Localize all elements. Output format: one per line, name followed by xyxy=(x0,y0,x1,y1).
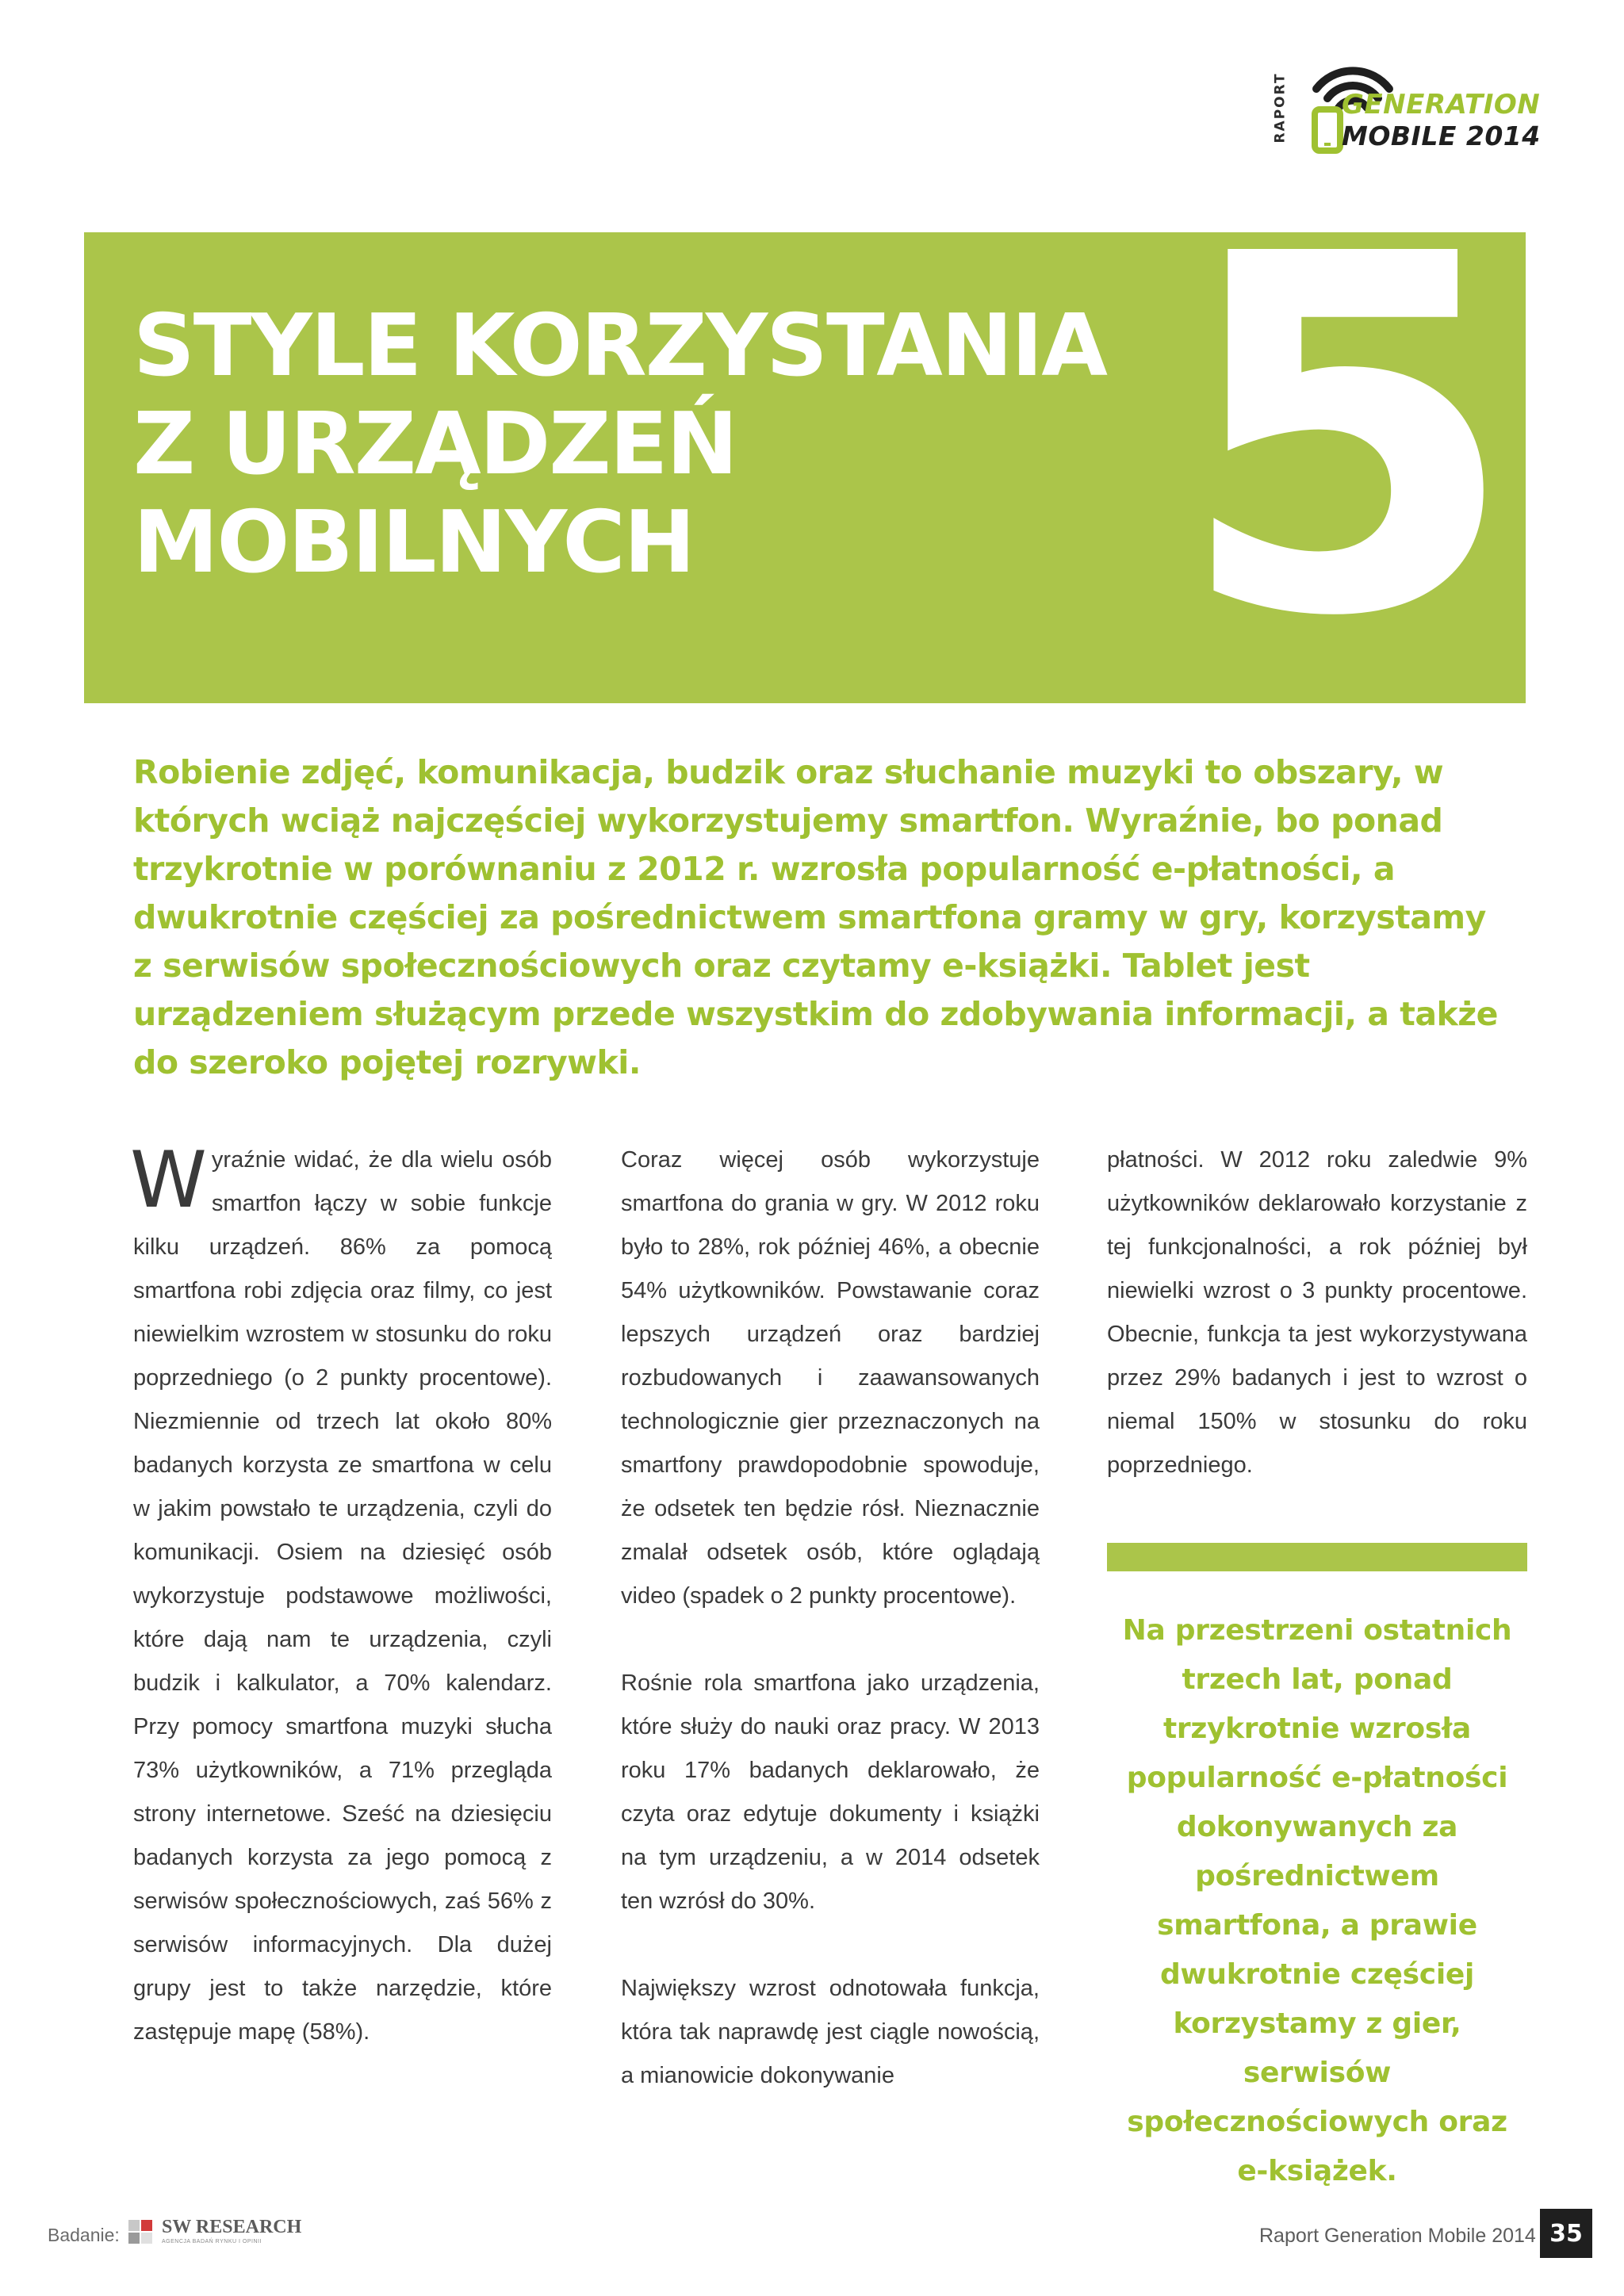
body-column-2 xyxy=(621,1138,1040,2098)
footer-report-name: Raport Generation Mobile 2014 xyxy=(1259,2225,1536,2247)
column2-paragraph-2: Rośnie rola smartfona jako urządzenia, które służy do nauki oraz pracy. W 2013 roku 17% badanych deklarowało, że czyta oraz edytuje dokumenty i książki na tym urządzeniu, a w 2014 odsetek ten wzrósł do 30%. xyxy=(621,1670,1040,1914)
sw-research-logo-subtext: AGENCJA BADAŃ RYNKU I OPINII xyxy=(162,2239,262,2244)
report-logo xyxy=(1269,57,1541,160)
sw-research-logo-mark-icon xyxy=(128,2220,157,2248)
column2-paragraph-1: Coraz więcej osób wykorzystuje smartfona do grania w gry. W 2012 roku było to 28%, rok później 46%, a obecnie 54% użytkowników. Powstawanie coraz lepszych urządzeń oraz bardziej rozbudowanych i zaawansowanych technologicznie gier przeznaczonych na smartfony prawdopodobnie spowoduje, że odsetek ten będzie rósł. Nieznacznie zmalał odsetek osób, które oglądają video (spadek o 2 punkty procentowe). xyxy=(621,1147,1040,1609)
drop-cap: W xyxy=(130,1135,207,1226)
column1-paragraph xyxy=(130,1135,552,2054)
chapter-number: 5 xyxy=(1175,232,1518,703)
chapter-title xyxy=(133,297,1164,592)
column2-paragraph-3: Największy wzrost odnotowała funkcja, która tak naprawdę jest ciągle nowością, a mianowicie dokonywanie xyxy=(621,1976,1040,2088)
body-column-1 xyxy=(130,1135,552,2054)
pull-quote: Na przestrzeni ostatnich trzech lat, ponad trzykrotnie wzrosła popularność e-płatności dokonywanych za pośrednictwem smartfona, a prawie dwukrotnie częściej korzystamy z gier, serwisów społecznościowych oraz e-książek. xyxy=(1122,1614,1512,2187)
page-number: 35 xyxy=(1540,2209,1592,2258)
logo-generation-text: GENERATION xyxy=(1342,89,1541,121)
logo-mobile-text: MOBILE 2014 xyxy=(1342,121,1541,151)
footer-study-label: Badanie: xyxy=(48,2225,120,2245)
sw-research-logo xyxy=(128,2217,302,2252)
pull-quote-bar xyxy=(1107,1543,1527,1571)
chapter-title-line-2: Z URZĄDZEŃ xyxy=(133,395,737,494)
body-column-3 xyxy=(1107,1138,1527,1487)
sw-research-logo-text: SW RESEARCH xyxy=(162,2217,302,2237)
logo-raport-label: RAPORT xyxy=(1273,72,1289,144)
column1-paragraph-text: yraźnie widać, że dla wielu osób smartfon łączy w sobie funkcje kilku urządzeń. 86% za pomocą smartfona robi zdjęcia oraz filmy, co jest niewielkim wzrostem w stosunku do roku poprzedniego (o 2 punkty procentowe). Niezmiennie od trzech lat około 80% badanych korzysta ze smartfona w celu w jakim powstało te urządzenia, czyli do komunikacji. Osiem na dziesięć osób wykorzystuje podstawowe możliwości, które dają nam te urządzenia, czyli budzik i kalkulator, a 70% kalendarz. Przy pomocy smartfona muzyki słucha 73% użytkowników, a 71% przegląda strony internetowe. Sześć na dziesięciu badanych korzysta za jego pomocą z serwisów społecznościowych, zaś 56% z serwisów informacyjnych. Dla dużej grupy jest to także narzędzie, które zastępuje mapę (58%). xyxy=(133,1147,552,2045)
chapter-banner xyxy=(84,232,1526,703)
column3-paragraph-1: płatności. W 2012 roku zaledwie 9% użytkowników deklarowało korzystanie z tej funkcjonalności, a rok później był niewielki wzrost o 3 punkty procentowe. Obecnie, funkcja ta jest wykorzystywana przez 29% badanych i jest to wzrost o niemal 150% w stosunku do roku poprzedniego. xyxy=(1107,1147,1527,1478)
chapter-title-line-3: MOBILNYCH xyxy=(133,493,694,592)
chapter-title-line-1: STYLE KORZYSTANIA xyxy=(133,297,1106,396)
lead-paragraph: Robienie zdjęć, komunikacja, budzik oraz słuchanie muzyki to obszary, w których wciąż najczęściej wykorzystujemy smartfon. Wyraźnie, bo ponad trzykrotnie w porównaniu z 2012 r. wzrosła popularność e-płatności, a dwukrotnie częściej za pośrednictwem smartfona gramy w gry, korzystamy z serwisów społecznościowych oraz czytamy e-książki. Tablet jest urządzeniem służącym przede wszystkim do zdobywania informacji, a także do szeroko pojętej rozrywki. xyxy=(133,753,1498,1081)
